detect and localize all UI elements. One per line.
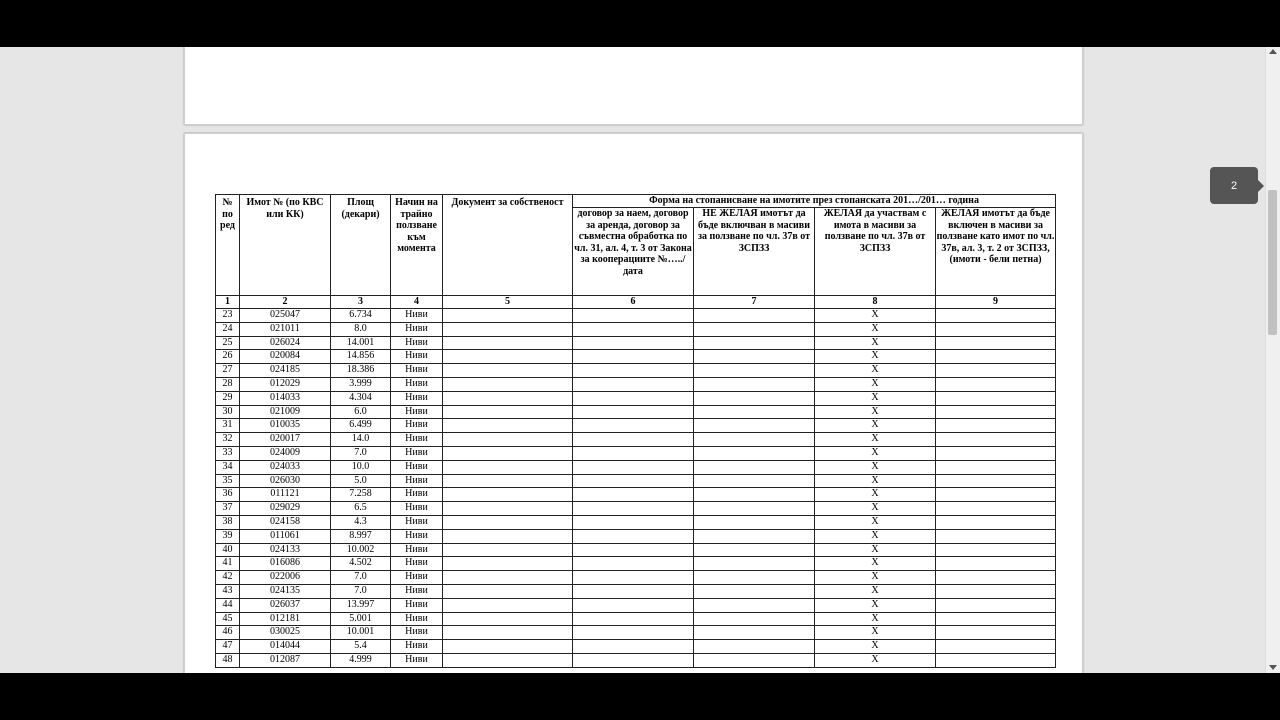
scroll-up-arrow-icon[interactable] — [1269, 49, 1277, 54]
table-cell — [694, 460, 815, 474]
table-cell: 44 — [216, 598, 240, 612]
table-cell — [573, 350, 694, 364]
table-cell — [573, 653, 694, 667]
table-cell: Ниви — [391, 653, 443, 667]
table-cell: 3.999 — [331, 377, 391, 391]
table-row — [216, 584, 1056, 598]
table-cell — [936, 502, 1056, 516]
table-row — [216, 515, 1056, 529]
table-cell: Ниви — [391, 309, 443, 323]
table-cell — [694, 529, 815, 543]
table-cell: Х — [815, 584, 936, 598]
table-cell: Х — [815, 543, 936, 557]
table-cell: 13.997 — [331, 598, 391, 612]
table-cell: 40 — [216, 543, 240, 557]
table-cell — [573, 446, 694, 460]
table-cell: Ниви — [391, 460, 443, 474]
table-cell: 23 — [216, 309, 240, 323]
table-cell — [443, 446, 573, 460]
page-number-indicator: 2 — [1210, 167, 1258, 204]
table-cell: Ниви — [391, 336, 443, 350]
col-number: 1 — [216, 296, 240, 309]
table-cell: 14.001 — [331, 336, 391, 350]
table-cell: 011061 — [240, 529, 331, 543]
table-cell — [936, 446, 1056, 460]
table-cell — [443, 391, 573, 405]
table-row — [216, 350, 1056, 364]
table-cell: Ниви — [391, 515, 443, 529]
table-cell — [443, 405, 573, 419]
table-cell — [573, 584, 694, 598]
table-cell: 021011 — [240, 322, 331, 336]
table-cell: Х — [815, 377, 936, 391]
table-cell — [573, 598, 694, 612]
table-cell — [936, 612, 1056, 626]
header-use: Начин на трайно ползване към момента — [391, 195, 443, 296]
table-cell — [443, 598, 573, 612]
table-cell — [936, 474, 1056, 488]
table-row — [216, 543, 1056, 557]
table-row — [216, 419, 1056, 433]
table-cell — [443, 557, 573, 571]
table-cell — [694, 653, 815, 667]
table-cell — [694, 364, 815, 378]
table-cell: 8.997 — [331, 529, 391, 543]
table-cell: 5.4 — [331, 640, 391, 654]
table-cell: Ниви — [391, 598, 443, 612]
table-row — [216, 405, 1056, 419]
table-cell — [936, 584, 1056, 598]
table-cell — [573, 474, 694, 488]
table-cell — [694, 419, 815, 433]
table-row — [216, 529, 1056, 543]
header-form: Форма на стопанисване на имотите през стопанската 201…/201… година — [573, 195, 1056, 208]
table-cell: 014033 — [240, 391, 331, 405]
table-cell: 012029 — [240, 377, 331, 391]
table-cell — [936, 557, 1056, 571]
table-cell: Х — [815, 640, 936, 654]
table-cell — [443, 336, 573, 350]
table-cell: 14.856 — [331, 350, 391, 364]
table-cell: 6.734 — [331, 309, 391, 323]
table-cell: 020017 — [240, 433, 331, 447]
table-cell: Ниви — [391, 557, 443, 571]
table-cell: Ниви — [391, 433, 443, 447]
table-cell — [694, 543, 815, 557]
table-cell: Ниви — [391, 584, 443, 598]
table-cell — [936, 640, 1056, 654]
table-cell — [573, 419, 694, 433]
table-cell: 27 — [216, 364, 240, 378]
table-cell — [936, 433, 1056, 447]
table-row — [216, 571, 1056, 585]
table-cell: 10.002 — [331, 543, 391, 557]
table-cell: 026024 — [240, 336, 331, 350]
table-cell: Х — [815, 433, 936, 447]
table-cell — [573, 488, 694, 502]
table-cell: Х — [815, 309, 936, 323]
table-cell — [573, 612, 694, 626]
table-cell — [694, 350, 815, 364]
document-page-1 — [184, 47, 1083, 125]
document-page-2 — [184, 133, 1083, 673]
table-cell: 026030 — [240, 474, 331, 488]
table-cell — [694, 433, 815, 447]
table-cell: Х — [815, 460, 936, 474]
table-cell: Ниви — [391, 419, 443, 433]
table-cell — [573, 626, 694, 640]
table-cell — [694, 474, 815, 488]
table-cell: 011121 — [240, 488, 331, 502]
table-cell — [573, 405, 694, 419]
table-cell: Ниви — [391, 350, 443, 364]
table-cell — [936, 571, 1056, 585]
table-cell — [443, 474, 573, 488]
table-cell — [936, 653, 1056, 667]
table-cell — [443, 322, 573, 336]
scrollbar-thumb[interactable] — [1268, 190, 1277, 335]
table-cell — [573, 364, 694, 378]
table-cell: 30 — [216, 405, 240, 419]
table-cell: Ниви — [391, 502, 443, 516]
table-row — [216, 322, 1056, 336]
table-cell: Х — [815, 612, 936, 626]
table-cell: 4.304 — [331, 391, 391, 405]
table-cell: Ниви — [391, 364, 443, 378]
table-cell — [936, 364, 1056, 378]
table-cell: Х — [815, 529, 936, 543]
table-cell — [936, 460, 1056, 474]
table-cell: 022006 — [240, 571, 331, 585]
table-cell: 26 — [216, 350, 240, 364]
table-cell: 5.0 — [331, 474, 391, 488]
table-row — [216, 446, 1056, 460]
table-cell — [573, 557, 694, 571]
table-cell: 6.0 — [331, 405, 391, 419]
table-cell — [443, 584, 573, 598]
table-cell — [443, 543, 573, 557]
table-cell: 024158 — [240, 515, 331, 529]
table-cell — [936, 377, 1056, 391]
table-cell: 28 — [216, 377, 240, 391]
table-cell: 7.0 — [331, 571, 391, 585]
table-cell: 14.0 — [331, 433, 391, 447]
table-cell: 024185 — [240, 364, 331, 378]
table-cell: Ниви — [391, 405, 443, 419]
table-cell: Х — [815, 322, 936, 336]
table-cell — [936, 391, 1056, 405]
col-number: 3 — [331, 296, 391, 309]
header-num: № по ред — [216, 195, 240, 296]
table-row — [216, 474, 1056, 488]
document-viewport[interactable] — [0, 47, 1280, 673]
table-cell: Ниви — [391, 474, 443, 488]
header-sub6: договор за наем, договор за аренда, договор за съвместна обработка по чл. 31, ал. 4, т. 3 от Закона за кооперациите №…../дата — [573, 208, 694, 296]
header-sub8: ЖЕЛАЯ да участвам с имота в масиви за ползване по чл. 37в от ЗСПЗЗ — [815, 208, 936, 296]
table-cell — [443, 364, 573, 378]
table-row — [216, 502, 1056, 516]
table-cell — [936, 309, 1056, 323]
table-cell: 46 — [216, 626, 240, 640]
table-cell: Ниви — [391, 377, 443, 391]
table-cell — [936, 598, 1056, 612]
table-cell — [694, 571, 815, 585]
property-table — [215, 194, 1056, 668]
table-row — [216, 309, 1056, 323]
table-cell: 33 — [216, 446, 240, 460]
table-cell: 4.999 — [331, 653, 391, 667]
table-cell — [443, 653, 573, 667]
header-sub9: ЖЕЛАЯ имотът да бъде включен в масиви за ползване като имот по чл. 37в, ал. 3, т. 2 от ЗСПЗЗ, (имоти - бели петна) — [936, 208, 1056, 296]
table-row — [216, 640, 1056, 654]
table-cell: 10.0 — [331, 460, 391, 474]
table-cell — [573, 529, 694, 543]
table-cell: Х — [815, 571, 936, 585]
table-cell — [936, 626, 1056, 640]
table-row — [216, 336, 1056, 350]
table-row — [216, 653, 1056, 667]
table-cell: 39 — [216, 529, 240, 543]
col-number: 2 — [240, 296, 331, 309]
table-cell: 42 — [216, 571, 240, 585]
col-number: 5 — [443, 296, 573, 309]
table-cell: Х — [815, 488, 936, 502]
table-cell: 020084 — [240, 350, 331, 364]
table-cell — [936, 336, 1056, 350]
table-cell: 012087 — [240, 653, 331, 667]
table-cell — [573, 571, 694, 585]
table-cell — [573, 515, 694, 529]
table-cell: Х — [815, 419, 936, 433]
table-cell: Ниви — [391, 322, 443, 336]
table-cell — [694, 488, 815, 502]
table-cell: Х — [815, 446, 936, 460]
table-cell: 24 — [216, 322, 240, 336]
table-cell: 37 — [216, 502, 240, 516]
table-cell — [694, 612, 815, 626]
table-cell: Ниви — [391, 571, 443, 585]
table-cell — [573, 502, 694, 516]
table-cell — [443, 309, 573, 323]
table-cell: 4.502 — [331, 557, 391, 571]
table-cell — [694, 391, 815, 405]
table-cell: 18.386 — [331, 364, 391, 378]
table-cell — [694, 598, 815, 612]
table-cell: Ниви — [391, 446, 443, 460]
table-cell — [443, 640, 573, 654]
table-row — [216, 460, 1056, 474]
table-cell — [936, 515, 1056, 529]
header-doc: Документ за собственост — [443, 195, 573, 296]
table-cell — [936, 529, 1056, 543]
table-cell: Х — [815, 598, 936, 612]
table-cell: 47 — [216, 640, 240, 654]
table-cell: Х — [815, 391, 936, 405]
table-cell: Х — [815, 502, 936, 516]
table-cell — [936, 419, 1056, 433]
table-cell: 35 — [216, 474, 240, 488]
table-cell: 7.258 — [331, 488, 391, 502]
table-cell: Ниви — [391, 543, 443, 557]
table-row — [216, 433, 1056, 447]
table-cell — [694, 584, 815, 598]
table-row — [216, 364, 1056, 378]
table-cell: 030025 — [240, 626, 331, 640]
table-cell: Х — [815, 336, 936, 350]
table-cell — [694, 377, 815, 391]
table-cell: 38 — [216, 515, 240, 529]
table-cell: Х — [815, 364, 936, 378]
table-cell: 024033 — [240, 460, 331, 474]
table-cell — [443, 350, 573, 364]
table-cell — [443, 488, 573, 502]
table-cell: Х — [815, 557, 936, 571]
table-cell: Х — [815, 515, 936, 529]
table-cell: 7.0 — [331, 446, 391, 460]
table-cell: Ниви — [391, 626, 443, 640]
header-imot: Имот № (по КВС или КК) — [240, 195, 331, 296]
vertical-scrollbar[interactable] — [1265, 47, 1280, 673]
table-cell — [573, 377, 694, 391]
table-cell: 6.5 — [331, 502, 391, 516]
table-cell: 36 — [216, 488, 240, 502]
scroll-down-arrow-icon[interactable] — [1269, 665, 1277, 670]
table-cell: Ниви — [391, 488, 443, 502]
col-number: 4 — [391, 296, 443, 309]
table-cell: 025047 — [240, 309, 331, 323]
table-cell — [443, 626, 573, 640]
table-cell — [694, 557, 815, 571]
header-area: Площ (декари) — [331, 195, 391, 296]
table-cell: Х — [815, 653, 936, 667]
table-row — [216, 626, 1056, 640]
col-number: 7 — [694, 296, 815, 309]
table-row — [216, 612, 1056, 626]
table-cell — [936, 488, 1056, 502]
table-cell — [936, 405, 1056, 419]
table-cell — [443, 433, 573, 447]
table-cell: 029029 — [240, 502, 331, 516]
table-cell: 010035 — [240, 419, 331, 433]
table-cell: 6.499 — [331, 419, 391, 433]
table-cell: 8.0 — [331, 322, 391, 336]
col-number: 8 — [815, 296, 936, 309]
table-cell: 43 — [216, 584, 240, 598]
table-cell: 021009 — [240, 405, 331, 419]
column-number-row — [216, 296, 1056, 309]
table-cell: 31 — [216, 419, 240, 433]
table-row — [216, 598, 1056, 612]
table-cell: Ниви — [391, 529, 443, 543]
table-cell: 024009 — [240, 446, 331, 460]
table-cell — [936, 543, 1056, 557]
table-cell: 016086 — [240, 557, 331, 571]
table-cell: 41 — [216, 557, 240, 571]
col-number: 9 — [936, 296, 1056, 309]
table-cell — [694, 405, 815, 419]
table-cell: 026037 — [240, 598, 331, 612]
table-row — [216, 557, 1056, 571]
table-cell: 012181 — [240, 612, 331, 626]
table-cell: 32 — [216, 433, 240, 447]
table-cell: 014044 — [240, 640, 331, 654]
table-cell — [443, 502, 573, 516]
table-cell: 25 — [216, 336, 240, 350]
table-cell — [573, 309, 694, 323]
table-cell — [443, 529, 573, 543]
table-cell — [573, 433, 694, 447]
table-cell: 48 — [216, 653, 240, 667]
table-cell: Ниви — [391, 640, 443, 654]
table-cell — [573, 336, 694, 350]
table-cell — [694, 322, 815, 336]
table-cell — [443, 571, 573, 585]
table-row — [216, 488, 1056, 502]
table-cell: Х — [815, 405, 936, 419]
table-cell — [573, 543, 694, 557]
table-cell: 024133 — [240, 543, 331, 557]
table-cell — [573, 460, 694, 474]
table-cell: 10.001 — [331, 626, 391, 640]
table-cell: Ниви — [391, 612, 443, 626]
table-cell: Х — [815, 350, 936, 364]
table-cell — [694, 502, 815, 516]
header-sub7: НЕ ЖЕЛАЯ имотът да бъде включван в масиви за ползване по чл. 37в от ЗСПЗЗ — [694, 208, 815, 296]
table-cell — [694, 336, 815, 350]
table-cell — [443, 419, 573, 433]
table-cell: Х — [815, 474, 936, 488]
table-cell — [573, 640, 694, 654]
table-cell — [694, 515, 815, 529]
table-cell — [573, 391, 694, 405]
table-cell — [573, 322, 694, 336]
table-cell: Х — [815, 626, 936, 640]
table-cell: 4.3 — [331, 515, 391, 529]
table-cell: 5.001 — [331, 612, 391, 626]
table-cell: 29 — [216, 391, 240, 405]
table-cell: 34 — [216, 460, 240, 474]
table-cell — [936, 350, 1056, 364]
table-cell — [694, 309, 815, 323]
table-cell — [694, 640, 815, 654]
table-cell — [443, 460, 573, 474]
table-cell — [443, 612, 573, 626]
table-cell — [694, 626, 815, 640]
table-cell — [443, 515, 573, 529]
col-number: 6 — [573, 296, 694, 309]
table-row — [216, 377, 1056, 391]
table-cell: 45 — [216, 612, 240, 626]
table-cell — [936, 322, 1056, 336]
table-cell — [694, 446, 815, 460]
table-cell: Ниви — [391, 391, 443, 405]
table-cell: 024135 — [240, 584, 331, 598]
table-cell — [443, 377, 573, 391]
table-cell: 7.0 — [331, 584, 391, 598]
table-row — [216, 391, 1056, 405]
